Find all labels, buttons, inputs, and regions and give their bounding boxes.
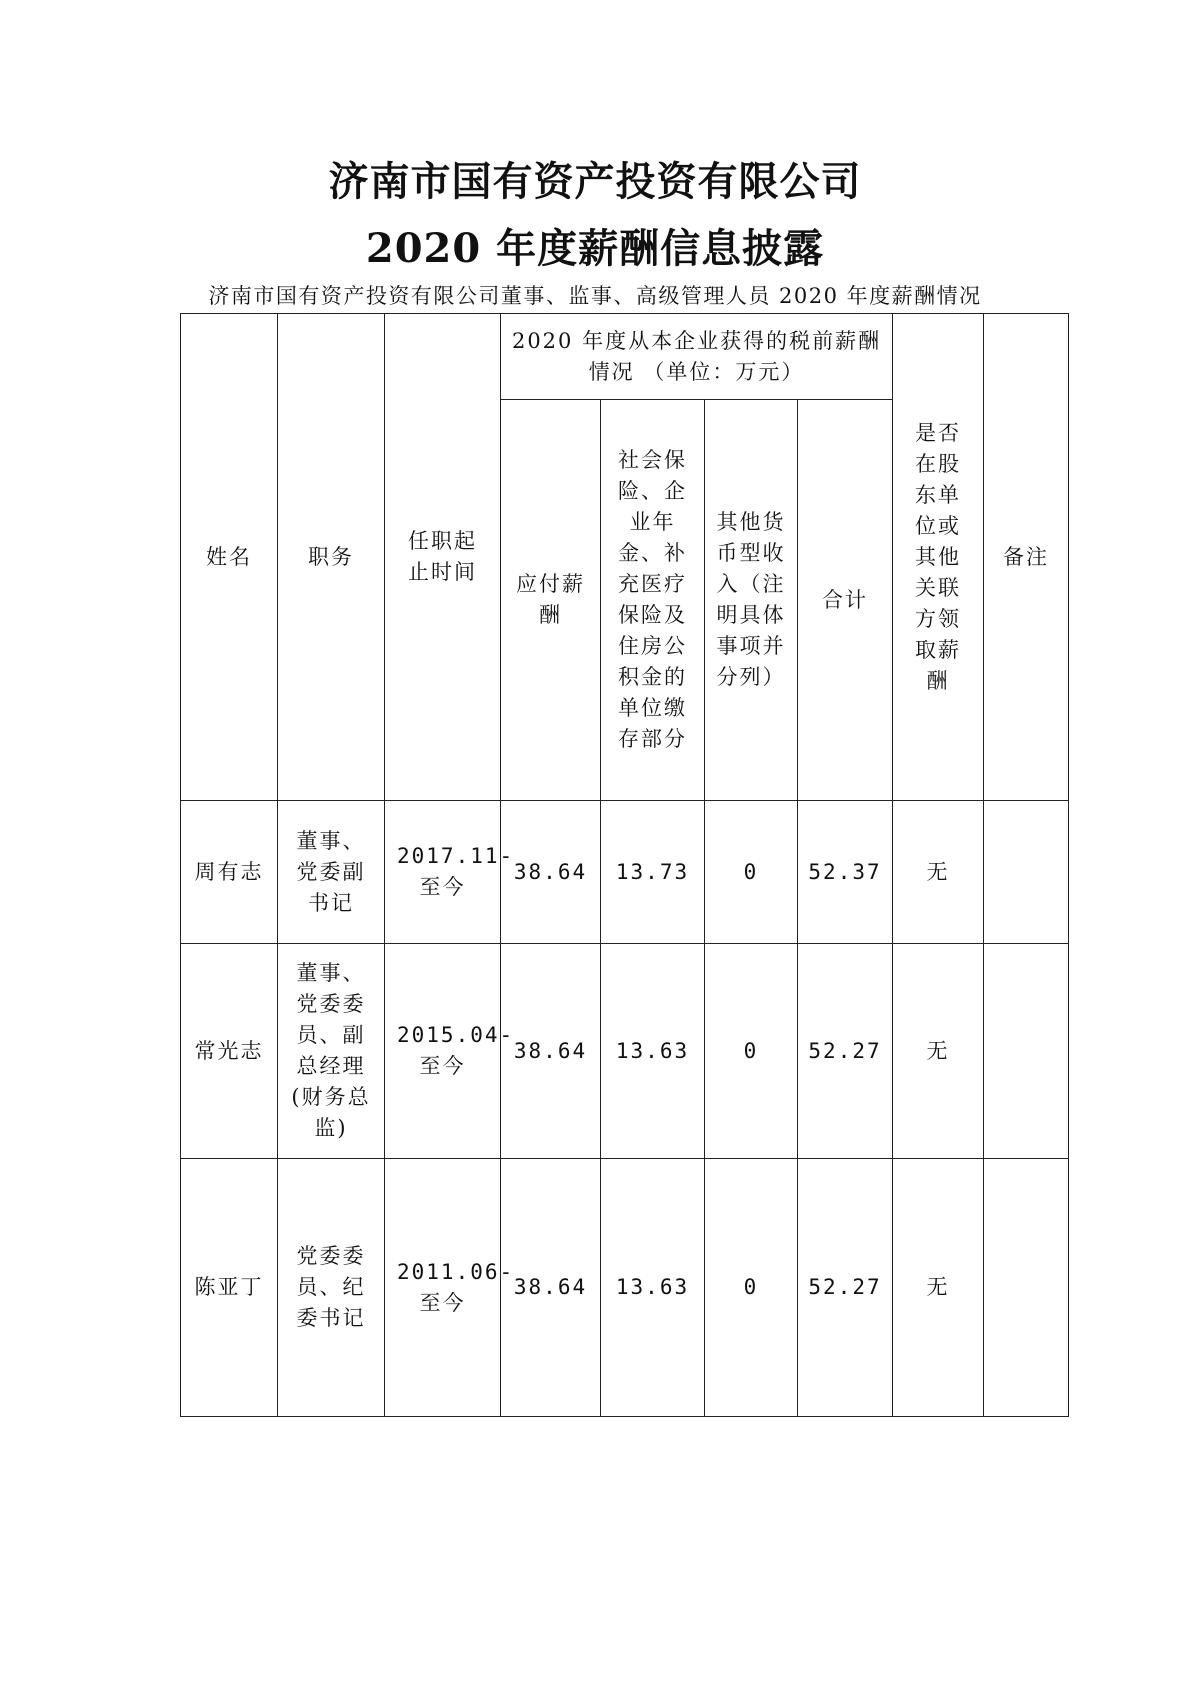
document-subtitle-year: 2020 年度薪酬信息披露 [365, 225, 825, 272]
header-related-party: 是否在股东单位或其他关联方领取薪酬 [893, 314, 984, 801]
cell-remarks [984, 1159, 1069, 1417]
cell-other-income: 0 [705, 944, 798, 1159]
cell-social-insurance: 13.73 [601, 801, 705, 944]
cell-tenure: 2017.11-至今 [385, 801, 501, 944]
header-remarks: 备注 [984, 314, 1069, 801]
table-row [181, 801, 1069, 944]
cell-other-income: 0 [705, 1159, 798, 1417]
table-caption: 济南市国有资产投资有限公司董事、监事、高级管理人员 2020 年度薪酬情况 [208, 284, 982, 308]
table-row [181, 1159, 1069, 1417]
compensation-table [180, 313, 1069, 1417]
cell-remarks [984, 944, 1069, 1159]
cell-name: 陈亚丁 [181, 1159, 278, 1417]
cell-tenure: 2015.04-至今 [385, 944, 501, 1159]
cell-social-insurance: 13.63 [601, 1159, 705, 1417]
cell-related-party: 无 [893, 944, 984, 1159]
cell-name: 常光志 [181, 944, 278, 1159]
cell-related-party: 无 [893, 1159, 984, 1417]
header-tenure: 任职起止时间 [385, 314, 501, 801]
cell-name: 周有志 [181, 801, 278, 944]
cell-other-income: 0 [705, 801, 798, 944]
cell-payable: 38.64 [501, 801, 601, 944]
table-row [181, 944, 1069, 1159]
header-position: 职务 [278, 314, 385, 801]
header-row-top [181, 314, 1069, 400]
cell-tenure: 2011.06-至今 [385, 1159, 501, 1417]
cell-total: 52.27 [798, 944, 893, 1159]
cell-total: 52.37 [798, 801, 893, 944]
cell-position: 党委委员、纪委书记 [278, 1159, 385, 1417]
header-other-income: 其他货币型收入（注明具体事项并分列） [705, 400, 798, 801]
cell-payable: 38.64 [501, 1159, 601, 1417]
document-title: 济南市国有资产投资有限公司 [328, 158, 862, 205]
header-social-insurance: 社会保险、企业年金、补充医疗保险及住房公积金的单位缴存部分 [601, 400, 705, 801]
cell-position: 董事、党委委员、副总经理(财务总监) [278, 944, 385, 1159]
header-name: 姓名 [181, 314, 278, 801]
cell-payable: 38.64 [501, 944, 601, 1159]
cell-social-insurance: 13.63 [601, 944, 705, 1159]
cell-related-party: 无 [893, 801, 984, 944]
header-compensation-group: 2020 年度从本企业获得的税前薪酬情况 （单位：万元） [501, 314, 893, 400]
header-payable: 应付薪酬 [501, 400, 601, 801]
cell-position: 董事、党委副书记 [278, 801, 385, 944]
cell-remarks [984, 801, 1069, 944]
header-total: 合计 [798, 400, 893, 801]
cell-total: 52.27 [798, 1159, 893, 1417]
